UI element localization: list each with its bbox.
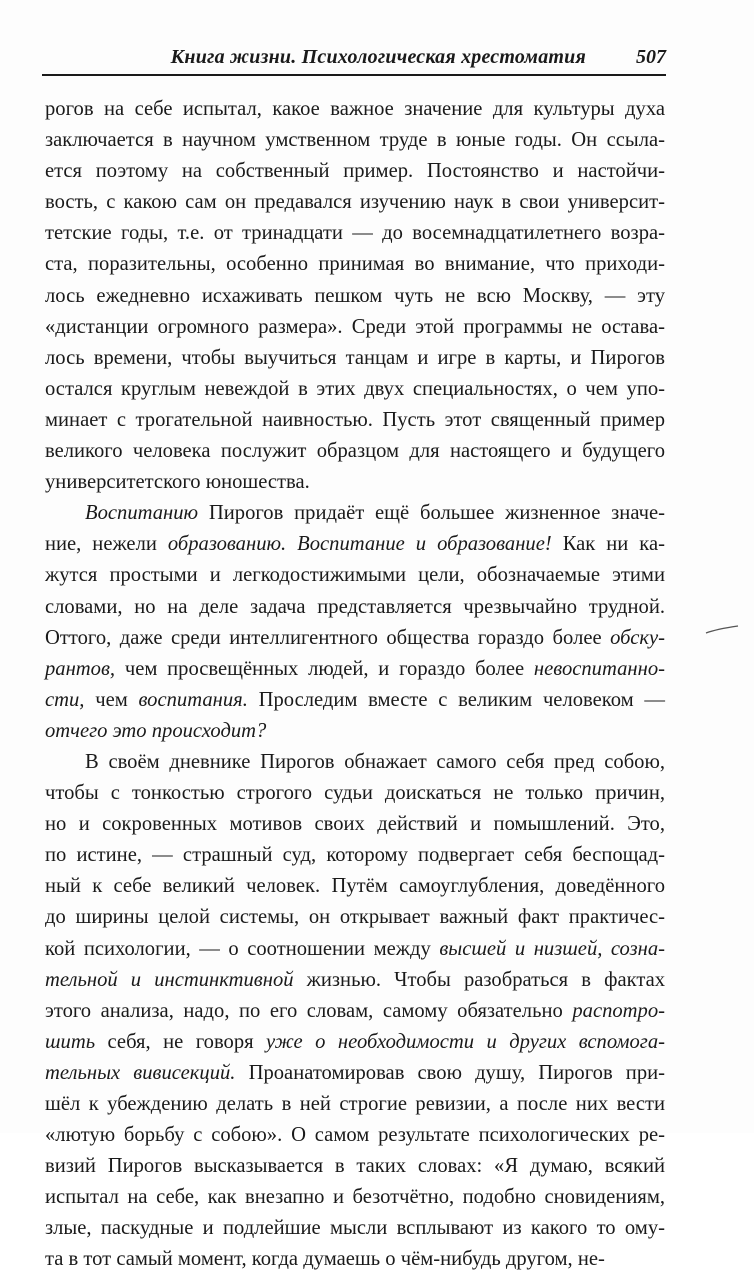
text-line bbox=[45, 498, 665, 529]
text-line bbox=[45, 592, 665, 623]
text-line bbox=[45, 343, 665, 374]
italic-segment: тельных вивисекций. bbox=[45, 1061, 236, 1084]
text-line bbox=[45, 1244, 665, 1275]
italic-segment: высшей и низшей, созна- bbox=[439, 937, 665, 960]
text-segment: Проанатомировав свою душу, Пирогов при- bbox=[235, 1061, 665, 1084]
text-line bbox=[45, 716, 665, 747]
text-segment: Пирогов придаёт ещё большее жизненное значе- bbox=[198, 502, 665, 525]
page-number: 507 bbox=[636, 46, 666, 68]
text-segment: кой психологии, — о соотношении между bbox=[45, 937, 440, 960]
text-segment: ние, нежели bbox=[45, 533, 168, 556]
text-line bbox=[45, 218, 665, 249]
text-segment: но и сокровенных мотивов своих действий и помышлений. Это, bbox=[45, 813, 665, 836]
text-segment: Оттого, даже среди интеллигентного общества гораздо более bbox=[45, 626, 611, 649]
text-line bbox=[45, 1058, 665, 1089]
text-segment: В своём дневнике Пирогов обнажает самого себя пред собою, bbox=[85, 750, 665, 773]
text-segment: шёл к убеждению делать в ней строгие ревизии, а после них вести bbox=[45, 1093, 665, 1115]
text-line bbox=[45, 436, 665, 467]
text-segment: «лютую борьбу с собою». О самом результате психологических ре- bbox=[45, 1124, 665, 1147]
text-line bbox=[45, 374, 665, 405]
italic-segment: тельной и инстинктивной bbox=[45, 968, 294, 991]
text-line bbox=[45, 94, 665, 125]
text-line bbox=[45, 654, 665, 685]
text-segment: Как ни ка- bbox=[551, 533, 665, 556]
italic-segment: шить bbox=[45, 1030, 96, 1053]
text-line bbox=[45, 529, 665, 560]
body-text bbox=[45, 94, 665, 1276]
text-segment: та в тот самый момент, когда думаешь о чём-нибудь другом, не- bbox=[45, 1248, 605, 1271]
text-line bbox=[45, 1120, 665, 1151]
text-segment: себя, не говоря bbox=[95, 1030, 267, 1053]
text-segment: остался круглым невеждой в этих двух специальностях, о чем упо- bbox=[45, 377, 665, 400]
text-segment: «дистанции огромного размера». Среди этой программы не остава- bbox=[45, 315, 665, 338]
text-line bbox=[45, 156, 665, 187]
italic-segment: невоспитанно- bbox=[533, 657, 665, 680]
text-segment: лось ежедневно исхаживать пешком чуть не всю Москву, — эту bbox=[45, 284, 665, 307]
italic-segment: сти, bbox=[45, 688, 85, 711]
italic-segment: отчего это происходит? bbox=[45, 719, 267, 742]
text-line bbox=[45, 840, 665, 871]
italic-segment: уже о необходимости и других вспомога- bbox=[266, 1030, 665, 1053]
text-segment: испытал на себе, как внезапно и безотчётно, подобно сновидениям, bbox=[45, 1186, 665, 1209]
text-segment: злые, паскудные и подлейшие мысли всплывают из какого то ому- bbox=[45, 1217, 665, 1240]
italic-segment: Воспитанию bbox=[85, 502, 199, 525]
text-line bbox=[45, 623, 665, 654]
text-line bbox=[45, 965, 665, 996]
text-segment: минает с трогательной наивностью. Пусть этот священный пример bbox=[45, 408, 665, 431]
text-line bbox=[45, 934, 665, 965]
text-segment: жутся простыми и легкодостижимыми цели, обозначаемые этими bbox=[45, 564, 665, 587]
text-segment: лось времени, чтобы выучиться танцам и игре в карты, и Пирогов bbox=[45, 346, 665, 369]
text-line bbox=[45, 405, 665, 436]
text-line bbox=[45, 809, 665, 840]
text-segment: ста, поразительны, особенно принимая во внимание, что приходи- bbox=[45, 253, 665, 276]
text-segment: чем bbox=[84, 688, 139, 711]
text-segment: университетского юношества. bbox=[45, 471, 310, 494]
text-line bbox=[45, 249, 665, 280]
text-line bbox=[45, 125, 665, 156]
italic-segment: рантов, bbox=[45, 657, 116, 680]
text-segment: ный к себе великий человек. Путём самоуглубления, доведённого bbox=[45, 875, 665, 898]
text-segment: чтобы с тонкостью строгого судьи доискаться не только причин, bbox=[45, 782, 665, 805]
text-line bbox=[45, 1027, 665, 1058]
text-segment: визий Пирогов высказывается в таких словах: «Я думаю, всякий bbox=[45, 1155, 665, 1178]
text-line bbox=[45, 312, 665, 343]
text-line bbox=[45, 747, 665, 778]
text-segment: ется поэтому на собственный пример. Постоянство и настойчи- bbox=[45, 160, 665, 183]
italic-segment: воспитания. bbox=[138, 688, 248, 711]
text-segment: жизнью. Чтобы разобраться в фактах bbox=[293, 968, 666, 991]
text-line bbox=[45, 685, 665, 716]
text-segment: по истине, — страшный суд, которому подвергает себя беспощад- bbox=[45, 844, 665, 867]
text-line bbox=[45, 560, 665, 591]
text-segment: великого человека послужит образцом для настоящего и будущего bbox=[45, 440, 665, 463]
text-line bbox=[45, 902, 665, 933]
text-segment: этого анализа, надо, по его словам, самому обязательно bbox=[45, 999, 573, 1022]
text-segment: словами, но на деле задача представляется чрезвычайно трудной. bbox=[45, 595, 665, 618]
text-line bbox=[45, 1213, 665, 1244]
text-segment: заключается в научном умственном труде в юные годы. Он ссыла- bbox=[45, 129, 665, 152]
text-line bbox=[45, 281, 665, 312]
text-segment: до ширины целой системы, он открывает важный факт практичес- bbox=[45, 906, 665, 929]
text-line bbox=[45, 778, 665, 809]
italic-segment: образованию. Воспитание и образование! bbox=[167, 533, 552, 556]
italic-segment: обску- bbox=[610, 626, 665, 649]
text-segment: вость, с какою сам он предавался изучению наук в свои университ- bbox=[45, 191, 665, 214]
text-segment: Проследим вместе с великим человеком — bbox=[247, 688, 666, 711]
text-line bbox=[45, 1182, 665, 1213]
text-segment: тетские годы, т.е. от тринадцати — до восемнадцатилетнего возра- bbox=[45, 222, 665, 245]
text-line bbox=[45, 1151, 665, 1182]
text-line bbox=[45, 871, 665, 902]
text-line bbox=[45, 467, 665, 498]
italic-segment: распотро- bbox=[572, 999, 665, 1022]
page-header bbox=[42, 42, 666, 76]
margin-pen-mark bbox=[704, 624, 740, 636]
text-segment: чем просвещённых людей, и гораздо более bbox=[115, 657, 534, 680]
text-line bbox=[45, 1089, 665, 1120]
text-segment: рогов на себе испытал, какое важное значение для культуры духа bbox=[45, 98, 665, 120]
text-line bbox=[45, 996, 665, 1027]
running-title: Книга жизни. Психологическая хрестоматия bbox=[170, 46, 586, 68]
text-line bbox=[45, 187, 665, 218]
